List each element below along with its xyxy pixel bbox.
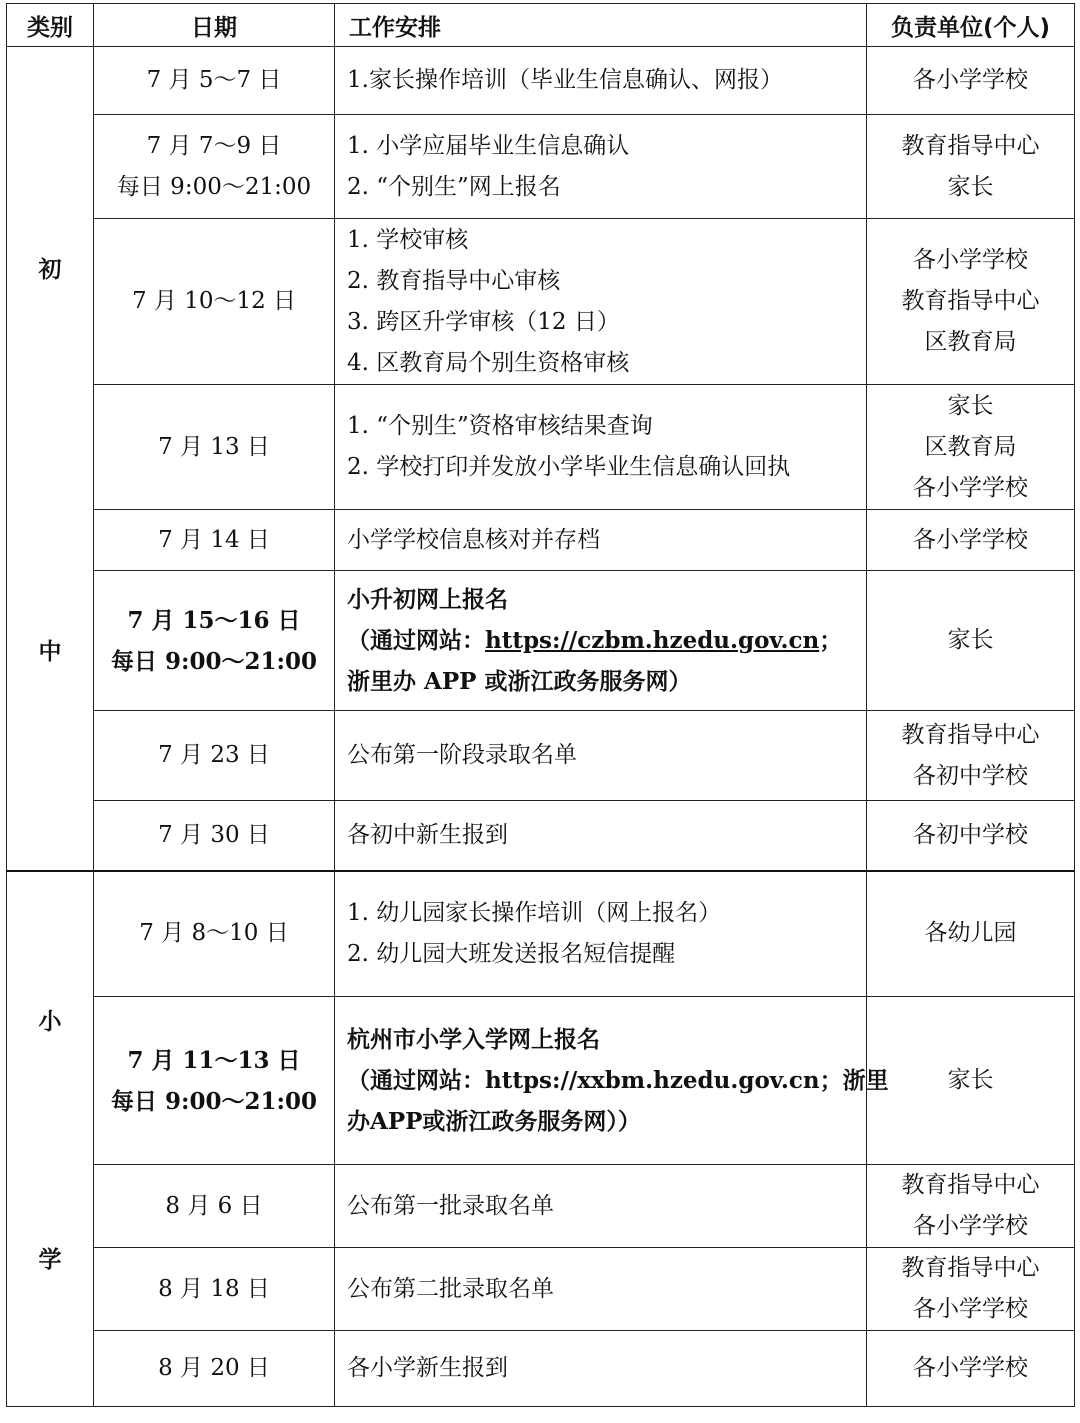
date-line: 7 月 5～7 日 <box>146 67 282 93</box>
department-line: 各小学学校 <box>913 1296 1028 1322</box>
table-row <box>7 385 1075 510</box>
task-line: 4. 区教育局个别生资格审核 <box>347 349 630 376</box>
header-date: 日期 <box>94 4 335 47</box>
task-line: 公布第二批录取名单 <box>347 1275 554 1302</box>
task-line: 1. 学校审核 <box>347 226 469 253</box>
department-line: 区教育局 <box>924 433 1017 460</box>
date-line: 7 月 13 日 <box>158 433 270 460</box>
date-line: 7 月 30 日 <box>158 821 270 848</box>
department-line: 区教育局 <box>924 329 1017 355</box>
schedule-body <box>7 47 1075 1407</box>
department-cell <box>867 510 1075 571</box>
department-line: 各小学学校 <box>913 1355 1028 1381</box>
date-line: 7 月 8～10 日 <box>139 920 289 947</box>
task-cell <box>335 871 867 997</box>
department-line: 家长 <box>947 392 994 419</box>
department-cell <box>867 801 1075 871</box>
task-cell <box>335 115 867 219</box>
department-line: 各初中学校 <box>913 762 1028 789</box>
date-cell <box>94 1248 335 1331</box>
date-cell <box>94 47 335 115</box>
table-row <box>7 871 1075 997</box>
category-cell <box>7 47 94 871</box>
date-line: 8 月 20 日 <box>158 1355 270 1381</box>
department-cell <box>867 47 1075 115</box>
department-cell <box>867 871 1075 997</box>
header-category: 类别 <box>7 4 94 47</box>
task-cell <box>335 510 867 571</box>
table-row <box>7 219 1075 385</box>
task-line: 浙里办 APP 或浙江政务服务网） <box>347 668 692 695</box>
header-row <box>7 4 1075 47</box>
task-line: 各小学新生报到 <box>347 1355 508 1381</box>
table-row <box>7 47 1075 115</box>
table-row <box>7 1248 1075 1331</box>
task-line: 小升初网上报名 <box>347 586 508 613</box>
table-row <box>7 571 1075 711</box>
registration-url: https://czbm.hzedu.gov.cn <box>485 627 820 654</box>
date-cell <box>94 219 335 385</box>
department-line: 教育指导中心 <box>901 721 1040 748</box>
table-row <box>7 801 1075 871</box>
date-cell <box>94 571 335 711</box>
department-line: 各小学学校 <box>913 526 1028 553</box>
department-cell <box>867 997 1075 1165</box>
department-line: 家长 <box>947 173 994 200</box>
department-line: 教育指导中心 <box>901 132 1040 159</box>
task-line: 杭州市小学入学网上报名 <box>347 1026 600 1053</box>
department-line: 家长 <box>947 1067 994 1093</box>
date-line: 每日 9:00～21:00 <box>110 647 317 675</box>
table-row <box>7 711 1075 801</box>
department-line: 各小学学校 <box>913 247 1028 273</box>
table-row <box>7 510 1075 571</box>
date-line: 每日 9:00～21:00 <box>110 1087 317 1115</box>
task-line: 各初中新生报到 <box>347 821 508 848</box>
department-line: 各幼儿园 <box>924 920 1017 947</box>
date-line: 7 月 14 日 <box>158 526 270 553</box>
task-line: 办APP或浙江政务服务网）） <box>347 1108 641 1135</box>
department-cell <box>867 1248 1075 1331</box>
date-cell <box>94 871 335 997</box>
department-line: 教育指导中心 <box>901 1172 1040 1198</box>
department-cell <box>867 385 1075 510</box>
date-line: 7 月 23 日 <box>158 742 270 768</box>
task-line: （通过网站：https://xxbm.hzedu.gov.cn；浙里 <box>347 1067 889 1094</box>
date-line: 7 月 10～12 日 <box>131 288 297 314</box>
date-cell <box>94 510 335 571</box>
task-line: 3. 跨区升学审核（12 日） <box>347 308 620 335</box>
task-cell <box>335 801 867 871</box>
department-line: 各小学学校 <box>913 67 1028 93</box>
table-row <box>7 115 1075 219</box>
task-cell <box>335 47 867 115</box>
category-char: 中 <box>38 638 62 665</box>
department-line: 家长 <box>947 627 994 653</box>
table-row <box>7 1331 1075 1407</box>
task-cell <box>335 997 889 1165</box>
task-line: （通过网站：https://czbm.hzedu.gov.cn； <box>347 627 843 654</box>
date-cell <box>94 1165 335 1248</box>
task-cell <box>335 385 867 510</box>
department-line: 教育指导中心 <box>901 288 1040 314</box>
date-cell <box>94 1331 335 1407</box>
date-cell <box>94 711 335 801</box>
task-line: 公布第一阶段录取名单 <box>347 742 577 768</box>
date-line: 7 月 15～16 日 <box>127 606 301 634</box>
task-line: 小学学校信息核对并存档 <box>347 526 600 553</box>
department-line: 各小学学校 <box>913 474 1028 501</box>
task-line: 1. 小学应届毕业生信息确认 <box>347 132 630 159</box>
task-line: 2. “个别生”网上报名 <box>347 173 561 200</box>
department-line: 各初中学校 <box>913 821 1028 848</box>
task-line: 2. 学校打印并发放小学毕业生信息确认回执 <box>347 454 791 480</box>
task-line: 1. 幼儿园家长操作培训（网上报名） <box>347 899 722 926</box>
task-cell <box>335 571 867 711</box>
task-cell <box>335 219 867 385</box>
category-char: 小 <box>38 1009 62 1036</box>
task-cell <box>335 711 867 801</box>
department-cell <box>867 219 1075 385</box>
date-cell <box>94 801 335 871</box>
task-cell <box>335 1248 867 1331</box>
task-line: 2. 幼儿园大班发送报名短信提醒 <box>347 940 676 967</box>
department-cell <box>867 1331 1075 1407</box>
department-line: 各小学学校 <box>913 1213 1028 1239</box>
date-line: 7 月 7～9 日 <box>146 132 282 159</box>
schedule-table <box>6 3 1075 1407</box>
category-cell <box>7 871 94 1407</box>
department-cell <box>867 115 1075 219</box>
department-cell <box>867 571 1075 711</box>
task-line: 1. “个别生”资格审核结果查询 <box>347 413 653 439</box>
date-line: 8 月 18 日 <box>158 1275 270 1302</box>
header-department: 负责单位(个人) <box>867 4 1075 47</box>
category-char: 初 <box>38 256 62 283</box>
department-line: 教育指导中心 <box>901 1255 1040 1281</box>
date-line: 7 月 11～13 日 <box>127 1046 301 1074</box>
department-cell <box>867 1165 1075 1248</box>
task-cell <box>335 1331 867 1407</box>
date-line: 8 月 6 日 <box>165 1192 263 1219</box>
category-char: 学 <box>38 1247 62 1274</box>
task-line: 1.家长操作培训（毕业生信息确认、网报） <box>347 67 783 93</box>
date-cell <box>94 385 335 510</box>
date-cell <box>94 997 335 1165</box>
task-line: 2. 教育指导中心审核 <box>347 267 561 294</box>
date-cell <box>94 115 335 219</box>
table-row <box>7 1165 1075 1248</box>
header-task: 工作安排 <box>335 4 867 47</box>
department-cell <box>867 711 1075 801</box>
date-line: 每日 9:00～21:00 <box>116 173 312 200</box>
task-cell <box>335 1165 867 1248</box>
table-row <box>7 997 1075 1165</box>
task-line: 公布第一批录取名单 <box>347 1192 554 1219</box>
